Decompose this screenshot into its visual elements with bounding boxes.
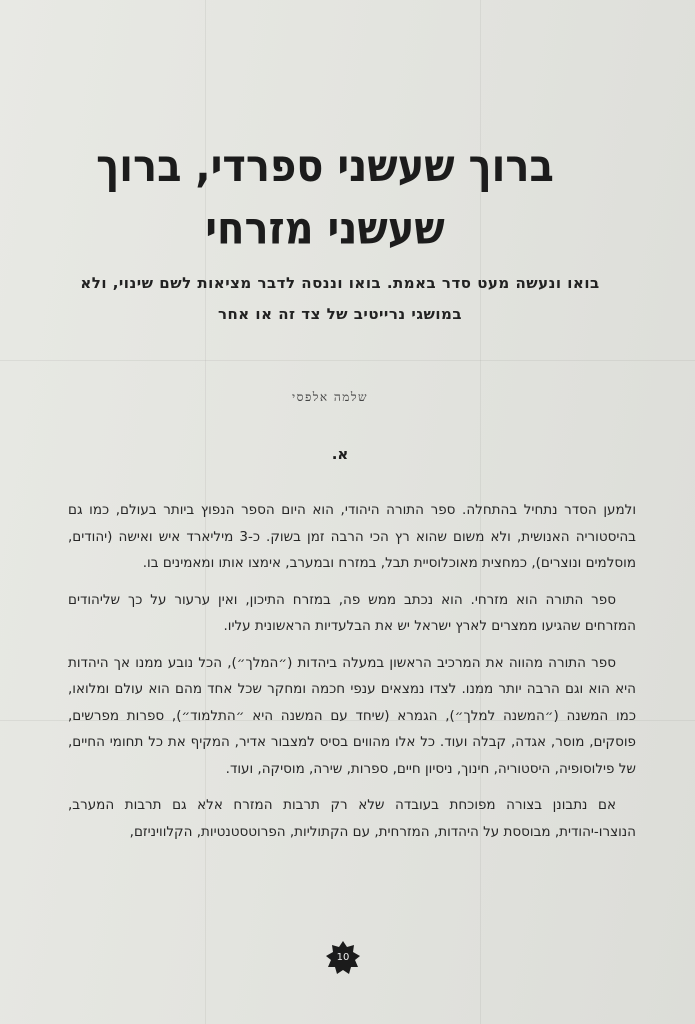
body-paragraph: ספר התורה הוא מזרחי. הוא נכתב ממש פה, במזרח התיכון, ואין ערעור על כך שליהודים המזרחים שהגיעו ממצרים לארץ ישראל יש את הבלעדיות הראשונית עליו. [68,591,636,634]
article-subtitle: בואו ונעשה מעט סדר באמת. בואו וננסה לדבר מציאות לשם שינוי, ולא במושגי נרייטיב של צד זה או אחר [80,274,600,323]
body-paragraph: ספר התורה מהווה את המרכיב הראשון במעלה ביהדות (״המלך״), הכל נובע ממנו אך היהדות היא הוא וגם הרבה יותר ממנו. לצדו נמצאים ענפי חכמה ומחקר שכל אחד מהם הוא עולם ומלואו, כמו המשנה (״המשנה למלך״), הגמרא (שיחד עם המשנה היא ״התלמוד״), ספרות מפרשים, פוסקים, מוסר, אגדה, קבלה ועוד. כל אלו מהווים בסיס למצבור אדיר, המקיף את כל תחומי החיים, של פילוסופיה, היסטוריה, חינוך, ניסיון חיים, ספרות, שירה, מוסיקה, ועוד. [68,654,636,777]
body-paragraph: אם נתבונן בצורה מפוכחת בעובדה שלא רק תרבות המזרח אלא גם תרבות המערב, הנוצרו-יהודית, מבוססת על היהדות, המזרחית, עם הקתוליות, הפרוטסטנטיות, הקלוויניזם, [68,797,636,840]
body-paragraph: ולמען הסדר נתחיל בהתחלה. ספר התורה היהודי, הוא היום הספר הנפוץ ביותר בעולם, כמו גם בהיסטוריה האנושית, ולא משום שהוא רץ הכי הרבה זמן בשוק. כ-3 מיליארד איש ואישה (יהודים, מוסלמים ונוצרים), כמחצית מאוכלוסיית תבל, במזרח ובמערב, אימצו אותו ומאמינים בו. [68,502,636,571]
page-number-badge [326,941,360,975]
page-number: 10 [336,952,350,963]
section-marker: א. [331,445,349,463]
article-body [68,497,636,855]
author-byline: שלמה אלפסי [291,390,368,404]
article-title: ברוך שעשני ספרדי, ברוך שעשני מזרחי [96,140,554,255]
paper-fold-line [0,360,695,361]
